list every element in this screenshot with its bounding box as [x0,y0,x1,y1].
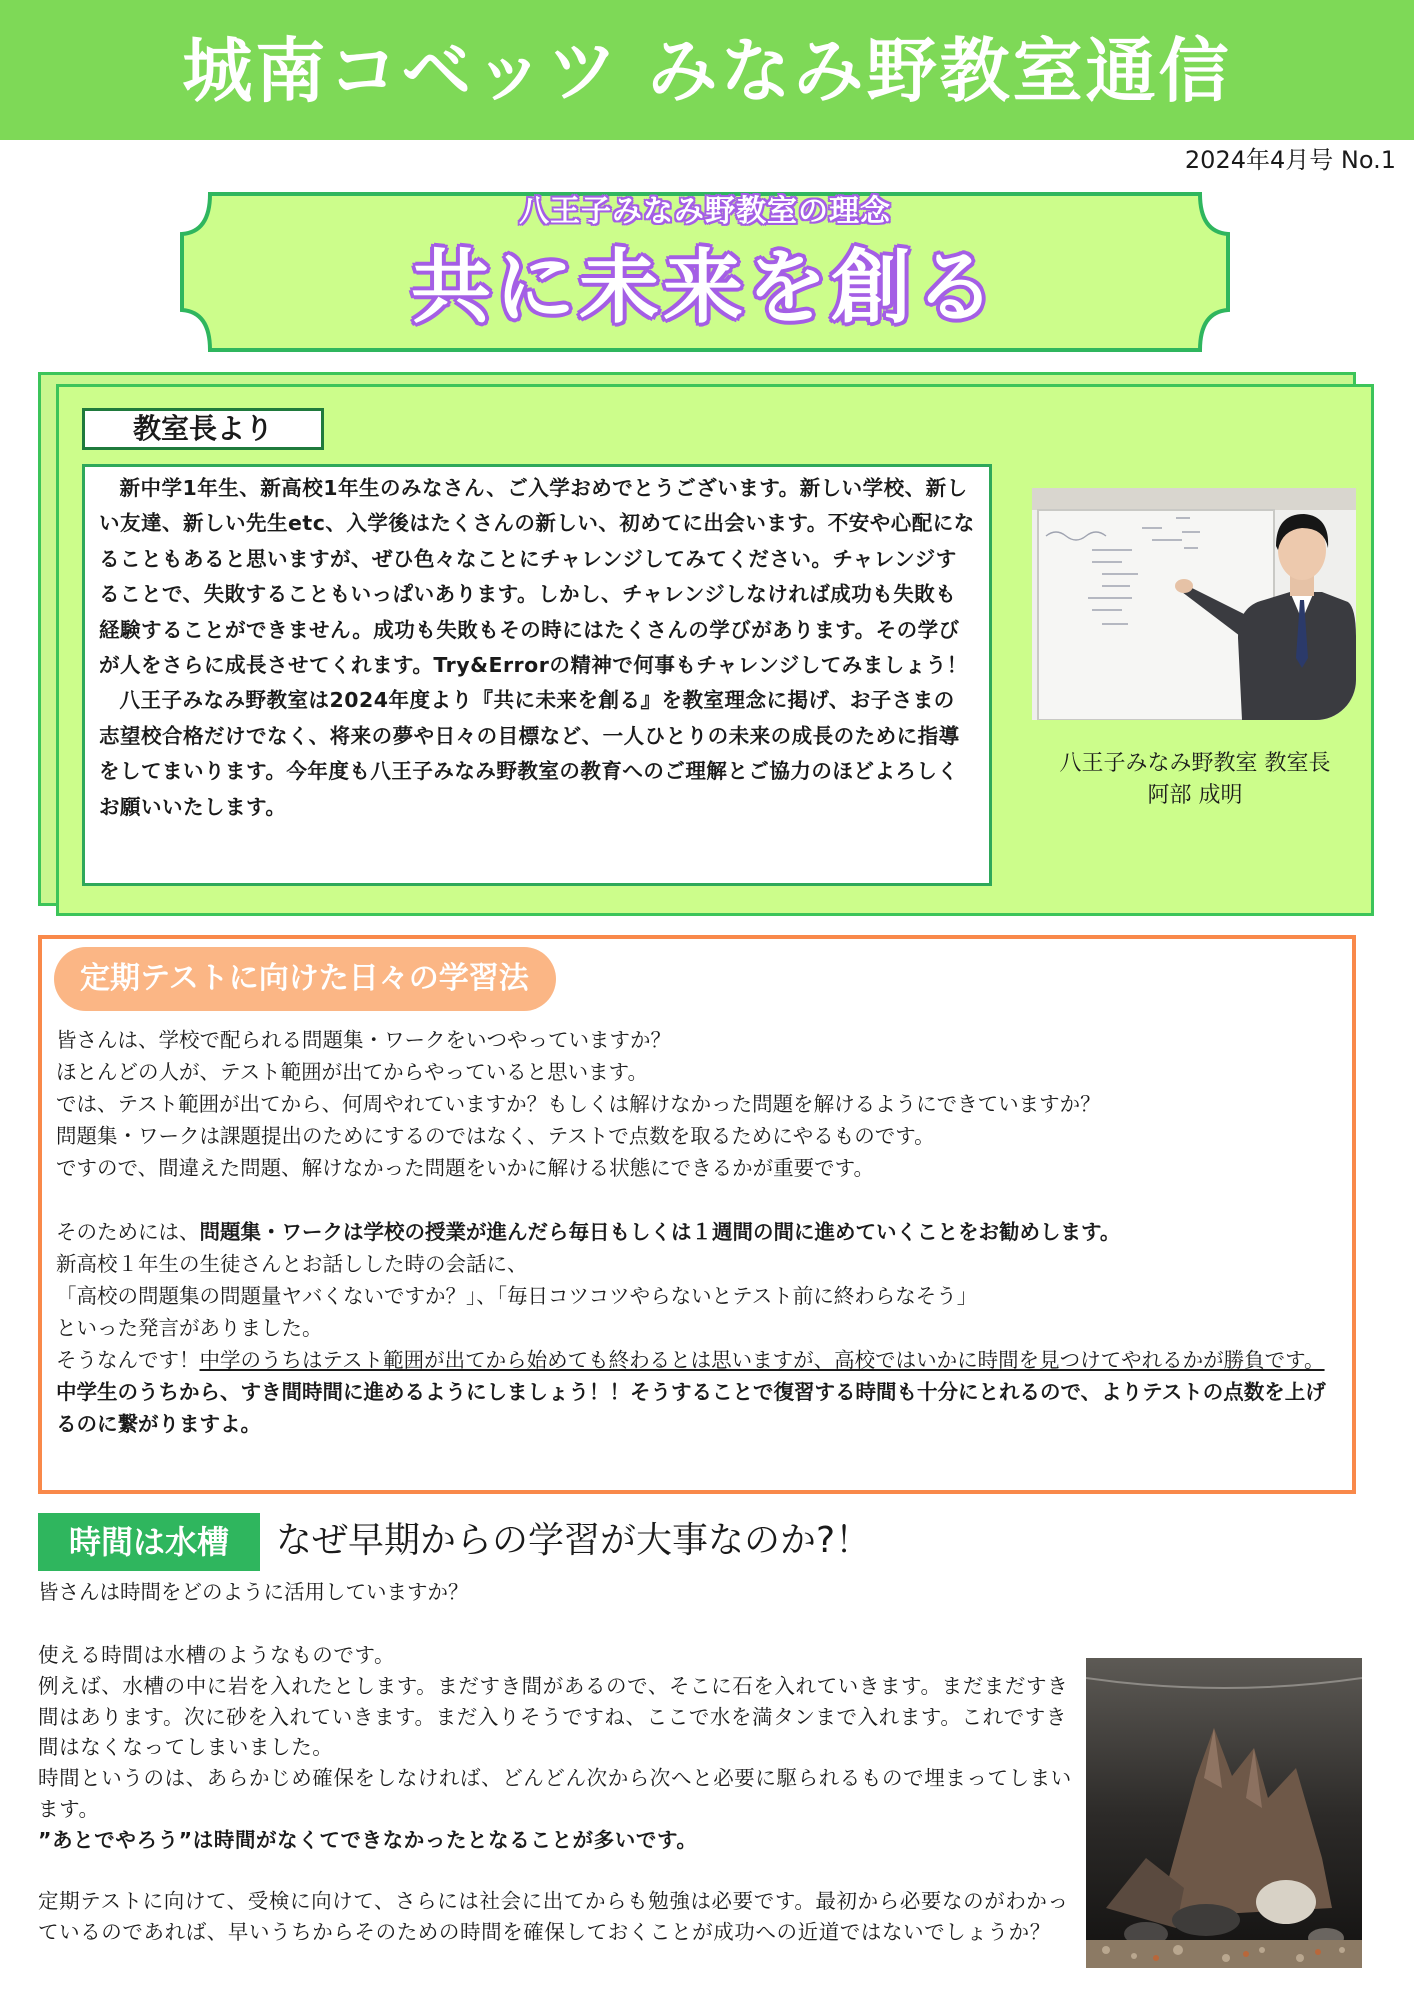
aquarium-rocks-image [1086,1658,1362,1968]
tank-paragraph: 時間というのは、あらかじめ確保をしなければ、どんどん次から次へと必要に駆られるもので埋まってしまいます。 [38,1766,1072,1821]
tank-paragraph: 定期テストに向けて、受検に向けて、さらには社会に出てからも勉強は必要です。最初から必要なのがわかっているのであれば、早いうちからそのための時間を確保しておくことが成功への近道ではないでしょうか？ [38,1889,1069,1945]
tank-body [38,1640,1078,1948]
study-line-prefix: そのためには、 [56,1220,200,1244]
aquarium-illustration [1086,1658,1362,1968]
study-line [56,1344,1346,1376]
study-line: といった発言がありました。 [56,1316,323,1340]
caption-role: 八王子みなみ野教室 教室長 [1059,751,1331,776]
message-heading: 教室長より [82,408,324,450]
banner-subtitle: 八王子みなみ野教室の理念 [519,194,891,229]
caption-name: 阿部 成明 [1147,783,1243,808]
message-paragraph-2: 八王子みなみ野教室は2024年度より『共に未来を創る』を教室理念に掲げ、お子さまの志望校合格だけでなく、将来の夢や日々の目標など、一人ひとりの未来の成長のために指導をしてまいります。今年度も八王子みなみ野教室の教育へのご理解とご協力のほどよろしくお願いいたします。 [99,688,960,819]
tank-intro: 皆さんは時間をどのように活用していますか？ [38,1580,469,1604]
teacher-portrait-image [1032,488,1356,720]
spacer [56,1184,1346,1216]
head-teacher-photo [1032,488,1356,720]
tank-section-title: なぜ早期からの学習が大事なのか?！ [276,1520,872,1561]
study-line: では、テスト範囲が出てから、何周やれていますか？もしくは解けなかった問題を解けるようにできていますか？ [56,1092,1101,1116]
study-method-body [56,1024,1346,1440]
banner-main-title: 共に未来を創る [411,241,999,334]
study-method-heading: 定期テストに向けた日々の学習法 [54,947,556,1011]
study-line: 問題集・ワークは課題提出のためにするのではなく、テストで点数を取るためにやるものです。 [56,1124,935,1148]
study-line: 「高校の問題集の問題量ヤバくないですか？」、「毎日コツコツやらないとテスト前に終わらなそう」 [56,1284,978,1308]
study-underlined-text: 中学のうちはテスト範囲が出てから始めても終わるとは思いますが、高校ではいかに時間を見つけてやれるかが勝負です。 [199,1348,1325,1372]
newsletter-title: 城南コベッツ みなみ野教室通信 [182,30,1232,112]
photo-caption [1000,748,1390,812]
study-conclusion: 中学生のうちから、すき間時間に進めるようにしましょう！！そうすることで復習する時間も十分にとれるので、よりテストの点数を上げるのに繋がりますよ。 [56,1380,1326,1436]
study-line: ですので、間違えた問題、解けなかった問題をいかに解ける状態にできるかが重要です。 [56,1156,874,1180]
study-line-prefix: そうなんです！ [56,1348,200,1372]
study-line [56,1216,1346,1248]
philosophy-banner [180,192,1230,352]
message-text-box [82,464,992,886]
tank-paragraph: 使える時間は水槽のようなものです。 [38,1643,396,1667]
study-recommendation: 問題集・ワークは学校の授業が進んだら毎日もしくは１週間の間に進めていくことをお勧めします。 [199,1220,1121,1244]
issue-label: 2024年4月号 No.1 [1184,146,1396,174]
message-paragraph-1: 新中学1年生、新高校1年生のみなさん、ご入学おめでとうございます。新しい学校、新しい友達、新しい先生etc、入学後はたくさんの新しい、初めてに出会います。不安や心配になることもあると思いますが、ぜひ色々なことにチャレンジしてみてください。チャレンジすることで、失敗することもいっぱいあります。しかし、チャレンジしなければ成功も失敗も経験することができません。成功も失敗もその時にはたくさんの学びがあります。その学びが人をさらに成長させてくれます。Try&Errorの精神で何事もチャレンジしてみましょう！ [99,476,975,678]
tank-emphasis: ”あとでやろう”は時間がなくてできなかったとなることが多いです。 [38,1827,698,1852]
study-line: 皆さんは、学校で配られる問題集・ワークをいつやっていますか？ [56,1028,671,1052]
study-line: ほとんどの人が、テスト範囲が出てからやっていると思います。 [56,1060,649,1084]
spacer [38,1856,1078,1887]
study-line: 新高校１年生の生徒さんとお話しした時の会話に、 [56,1252,528,1276]
tank-section-tag: 時間は水槽 [38,1513,260,1571]
newsletter-header [0,0,1414,140]
tank-paragraph: 例えば、水槽の中に岩を入れたとします。まだすき間があるので、そこに石を入れていきます。まだまだすき間はあります。次に砂を入れていきます。まだ入りそうですね、ここで水を満タンまで入れます。これですき間はなくなってしまいました。 [38,1673,1069,1760]
